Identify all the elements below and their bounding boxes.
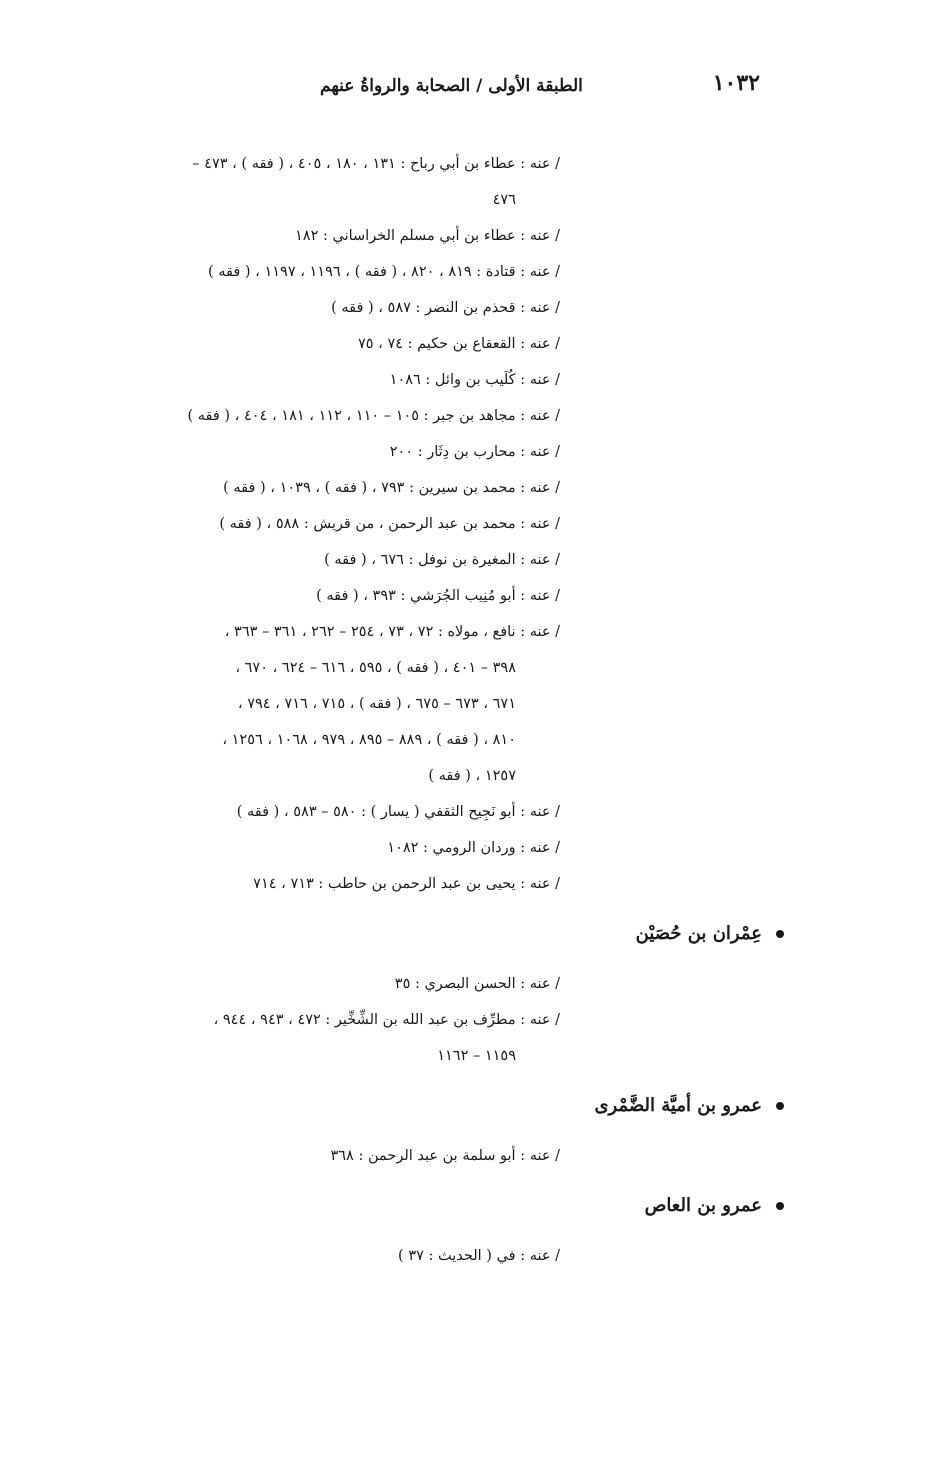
entry-line: / عنه : عطاء بن أبي رباح : ١٣١ ، ١٨٠ ، ٤٠٥ ، ( فقه ) ، ٤٧٣ –	[192, 156, 560, 172]
entry-line: / عنه : محارب بن دِثَار : ٢٠٠	[389, 444, 560, 460]
entry-line: / عنه : يحيى بن عبد الرحمن بن حاطب : ٧١٣ ، ٧١٤	[253, 876, 560, 892]
entry-continuation: ١٢٥٧ ، ( فقه )	[428, 768, 516, 784]
entry-line: / عنه : قحذم بن النضر : ٥٨٧ ، ( فقه )	[331, 300, 560, 316]
entry-continuation: ٦٧١ ، ٦٧٣ – ٦٧٥ ، ( فقه ) ، ٧١٥ ، ٧١٦ ، ٧٩٤ ،	[237, 696, 516, 712]
companion-heading	[130, 1074, 784, 1138]
entry-continuation: ٤٧٦	[492, 192, 516, 208]
companion-heading	[130, 1174, 784, 1238]
entry-line: / عنه : كُلَيب بن وائل : ١٠٨٦	[389, 372, 560, 388]
entry-line: / عنه : أبو مُنِيب الجُرَشي : ٣٩٣ ، ( فقه )	[316, 588, 560, 604]
entry-line: / عنه : أبو نَجِيح الثقفي ( يسار ) : ٥٨٠ – ٥٨٣ ، ( فقه )	[236, 804, 560, 820]
entry-line: / عنه : المغيرة بن نوفل : ٦٧٦ ، ( فقه )	[324, 552, 560, 568]
entry-line: / عنه : نافع ، مولاه : ٧٢ ، ٧٣ ، ٢٥٤ – ٢٦٢ ، ٣٦١ – ٣٦٣ ،	[224, 624, 560, 640]
entry-line: / عنه : الحسن البصري : ٣٥	[394, 976, 560, 992]
page-header	[320, 70, 760, 106]
entry-line: / عنه : أبو سلمة بن عبد الرحمن : ٣٦٨	[330, 1148, 560, 1164]
page-number: ١٠٣٢	[712, 70, 760, 96]
companion-name: عِمْران بن حُصَيْن	[635, 923, 762, 944]
narrator-entries	[130, 146, 762, 1274]
entry-line: / عنه : قتادة : ٨١٩ ، ٨٢٠ ، ( فقه ) ، ١١٩٦ ، ١١٩٧ ، ( فقه )	[207, 264, 560, 280]
entry-continuation: ٣٩٨ – ٤٠١ ، ( فقه ) ، ٥٩٥ ، ٦١٦ – ٦٢٤ ، ٦٧٠ ،	[235, 660, 516, 676]
bullet-icon	[776, 1102, 784, 1110]
entry-line: / عنه : القعقاع بن حكيم : ٧٤ ، ٧٥	[357, 336, 560, 352]
companion-name: عمرو بن أميَّة الضَّمْرى	[594, 1095, 762, 1116]
entry-line: / عنه : محمد بن عبد الرحمن ، من قريش : ٥٨٨ ، ( فقه )	[219, 516, 560, 532]
running-title: الطبقة الأولى / الصحابة والرواةُ عنهم	[320, 76, 583, 96]
entry-line: / عنه : محمد بن سيرين : ٧٩٣ ، ( فقه ) ، ١٠٣٩ ، ( فقه )	[223, 480, 560, 496]
companion-heading	[130, 902, 784, 966]
entry-line: / عنه : عطاء بن أبي مسلم الخراساني : ١٨٢	[295, 228, 560, 244]
entry-line: / عنه : وردان الرومي : ١٠٨٢	[387, 840, 560, 856]
entry-line: / عنه : مجاهد بن جبر : ١٠٥ – ١١٠ ، ١١٢ ، ١٨١ ، ٤٠٤ ، ( فقه )	[187, 408, 560, 424]
entry-continuation: ١١٥٩ – ١١٦٢	[437, 1048, 516, 1064]
bullet-icon	[776, 1202, 784, 1210]
bullet-icon	[776, 930, 784, 938]
entry-line: / عنه : مطرِّف بن عبد الله بن الشِّخِّير : ٤٧٢ ، ٩٤٣ ، ٩٤٤ ،	[213, 1012, 560, 1028]
entry-line: / عنه : في ( الحديث : ٣٧ )	[398, 1248, 560, 1264]
entry-continuation: ٨١٠ ، ( فقه ) ، ٨٨٩ – ٨٩٥ ، ٩٧٩ ، ١٠٦٨ ، ١٢٥٦ ،	[222, 732, 516, 748]
companion-name: عمرو بن العاص	[644, 1195, 762, 1216]
